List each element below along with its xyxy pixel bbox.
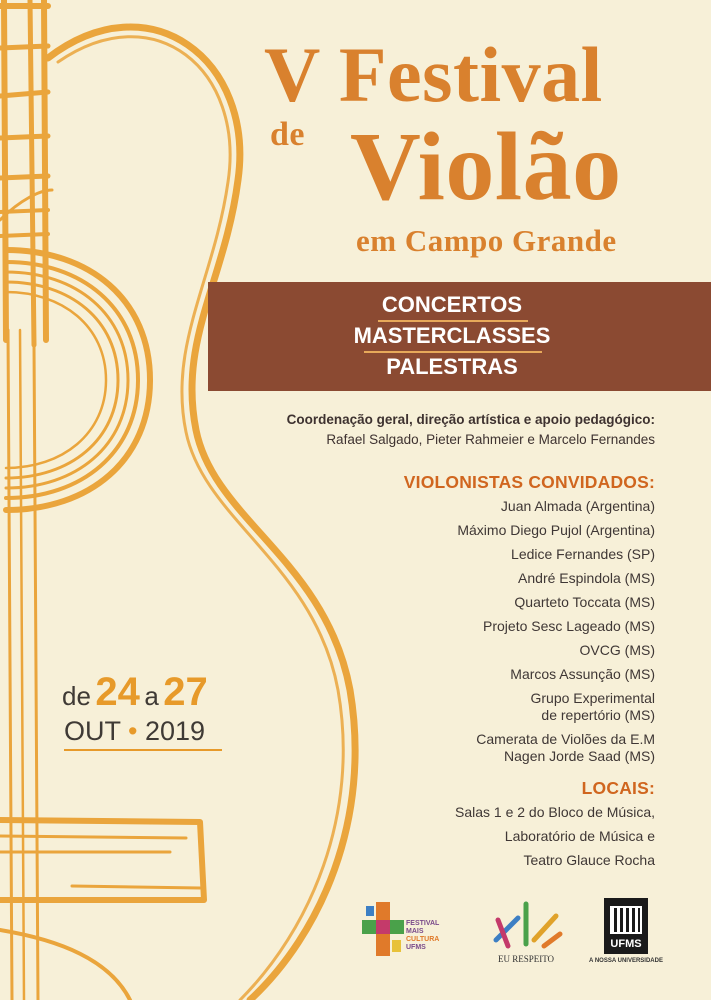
festival-logo-text: UFMS: [406, 944, 426, 951]
guest-item: Máximo Diego Pujol (Argentina): [457, 522, 655, 538]
band-item-masterclasses: MASTERCLASSES: [353, 323, 551, 348]
band-item-concertos: CONCERTOS: [381, 292, 523, 317]
ufms-tagline: A NOSSA UNIVERSIDADE: [589, 958, 663, 964]
guest-item: Projeto Sesc Lageado (MS): [483, 618, 655, 634]
guest-item: OVCG (MS): [579, 642, 655, 658]
date-month-year: [64, 716, 205, 747]
festival-mais-cultura-logo: [362, 900, 442, 970]
guest-item: Camerata de Violões da E.M: [476, 731, 655, 747]
guest-item: Grupo Experimental: [530, 690, 655, 706]
ufms-text: UFMS: [610, 938, 642, 950]
band-divider: [364, 351, 542, 353]
coordination-heading: Coordenação geral, direção artística e apoio pedagógico:: [286, 412, 655, 427]
festival-logo-text: MAIS: [406, 928, 424, 935]
location-line: Teatro Glauce Rocha: [523, 852, 655, 868]
guest-item: Quarteto Toccata (MS): [514, 594, 655, 610]
guest-item: Ledice Fernandes (SP): [511, 546, 655, 562]
title-violao: Violão: [350, 113, 622, 221]
guest-item: Marcos Assunção (MS): [510, 666, 655, 682]
guests-heading: VIOLONISTAS CONVIDADOS:: [403, 472, 655, 492]
band-divider: [378, 320, 528, 322]
date-de: de: [62, 681, 91, 711]
date-bullet: •: [128, 716, 138, 746]
title-roman-numeral: V: [264, 31, 321, 118]
date-underline: [64, 749, 222, 751]
date-a: a: [144, 681, 159, 711]
coordination-names: Rafael Salgado, Pieter Rahmeier e Marcelo Fernandes: [326, 432, 655, 447]
date-start: 24: [95, 670, 140, 714]
location-line: Salas 1 e 2 do Bloco de Música,: [454, 804, 655, 820]
location-line: Laboratório de Música e: [504, 828, 655, 844]
respeito-text: EU RESPEITO: [497, 954, 555, 964]
title-line-1: [264, 31, 603, 118]
title-city: em Campo Grande: [356, 223, 617, 258]
guest-item: Nagen Jorde Saad (MS): [504, 748, 655, 764]
band-item-palestras: PALESTRAS: [386, 354, 518, 379]
guest-item: Juan Almada (Argentina): [500, 498, 655, 514]
locations-heading: LOCAIS:: [581, 778, 655, 798]
guest-item: de repertório (MS): [541, 707, 655, 723]
guest-item: André Espindola (MS): [518, 570, 655, 586]
festival-logo-text: FESTIVAL: [406, 920, 440, 927]
date-end: 27: [163, 670, 208, 714]
festival-plus-icon: [362, 900, 404, 958]
title-de: de: [270, 116, 305, 153]
respeito-hands-icon: [486, 900, 566, 950]
date-range: [62, 670, 208, 715]
eu-respeito-logo: [486, 900, 566, 970]
date-month: OUT: [64, 716, 121, 746]
title-festival: Festival: [338, 31, 603, 118]
festival-logo-text: CULTURA: [406, 936, 440, 943]
date-year: 2019: [145, 716, 206, 746]
ufms-logo: [588, 898, 664, 972]
